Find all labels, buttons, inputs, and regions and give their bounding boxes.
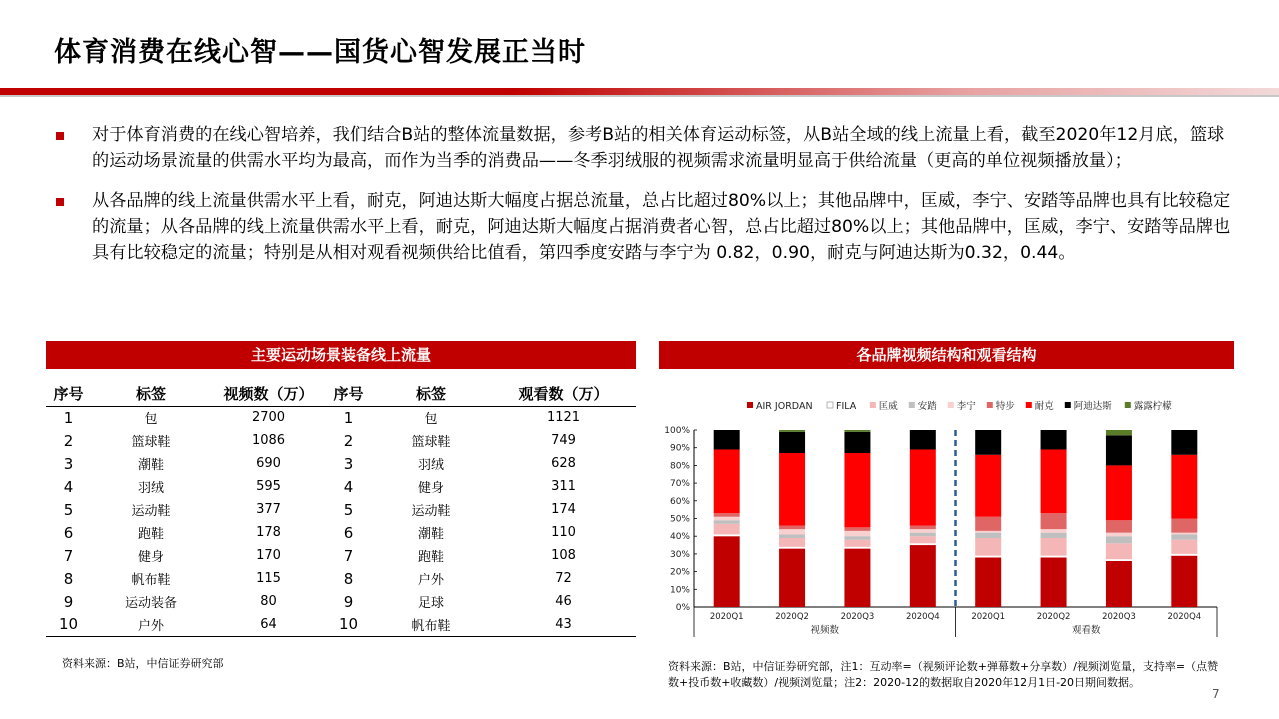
x-tick-label: 2020Q1: [971, 612, 1006, 622]
table-cell: 健身: [417, 481, 444, 496]
bar-segment-耐克: [1171, 455, 1197, 519]
bar-segment-特步: [1106, 520, 1132, 532]
bar-segment-安踏: [910, 533, 936, 537]
x-tick-label: 2020Q4: [1167, 612, 1202, 622]
column-header: 标签: [91, 382, 211, 406]
table-cell: 6: [343, 523, 354, 542]
table-cell: 174: [551, 502, 576, 517]
table-cell: 1086: [251, 433, 286, 448]
column-header: 标签: [371, 382, 491, 406]
table-title: 主要运动场景装备线上流量: [46, 341, 636, 369]
bar-segment-匡威: [1041, 538, 1067, 556]
x-tick-label: 2020Q3: [1102, 612, 1136, 622]
table-cell: 羽绒: [137, 481, 164, 496]
table-row: [46, 567, 636, 590]
table-row: [46, 406, 636, 429]
x-tick-label: 2020Q1: [709, 612, 744, 622]
bar-segment-匡威: [1106, 543, 1132, 559]
legend-label: 耐克: [1034, 401, 1054, 412]
table-source-note: 资料来源：B站，中信证券研究部: [62, 657, 224, 670]
table-cell: 跑鞋: [417, 550, 444, 565]
table-cell: 690: [256, 456, 281, 471]
table-cell: 749: [551, 433, 576, 448]
table-cell: 178: [256, 525, 281, 540]
bar-segment-阿迪达斯: [779, 432, 805, 453]
table-row: [46, 544, 636, 567]
bar-segment-air-jordan: [844, 549, 870, 607]
table-cell: 8: [63, 569, 74, 588]
bar-segment-露露柠檬: [844, 430, 870, 432]
legend-swatch: [870, 402, 876, 408]
table-cell: 10: [46, 613, 91, 636]
column-header: 观看数（万）: [491, 382, 636, 406]
page-title: 体育消费在线心智——国货心智发展正当时: [54, 37, 586, 68]
y-tick-label: 90%: [669, 443, 690, 454]
bar-segment-耐克: [779, 453, 805, 526]
bar-segment-耐克: [714, 449, 740, 513]
table-cell: 80: [260, 594, 277, 609]
bullet-text: 对于体育消费的在线心智培养，我们结合B站的整体流量数据，参考B站的相关体育运动标签，从B站全域的线上流量上看，截至2020年12月底，篮球的运动场景流量的供需水平均为最高，而作为当季的消费品——冬季羽绒服的视频需求流量明显高于供给流量（更高的单位视频播放量）；: [92, 125, 1225, 171]
bar-segment-特步: [844, 527, 870, 531]
bar-segment-安踏: [779, 534, 805, 538]
table-cell: 628: [551, 456, 576, 471]
table-cell: 帆布鞋: [371, 613, 491, 636]
table-row: [46, 452, 636, 475]
table-cell: 2700: [251, 410, 286, 426]
table-cell: 115: [256, 571, 281, 586]
legend-swatch: [1065, 402, 1071, 408]
table-cell: 7: [63, 546, 74, 565]
bar-segment-fila: [910, 543, 936, 545]
y-tick-label: 30%: [669, 549, 690, 560]
table-cell: 跑鞋: [137, 527, 164, 542]
y-tick-label: 100%: [664, 426, 690, 436]
legend-label: 露露柠檬: [1133, 401, 1172, 412]
table-cell: 4: [343, 477, 354, 496]
bar-segment-特步: [975, 517, 1001, 531]
table-cell: 64: [211, 613, 326, 636]
bar-segment-特步: [714, 513, 740, 517]
table-cell: 8: [343, 569, 354, 588]
bar-segment-特步: [779, 526, 805, 530]
legend-label: 李宁: [956, 401, 976, 412]
bar-segment-air-jordan: [910, 545, 936, 607]
bar-segment-阿迪达斯: [714, 430, 740, 449]
legend-swatch: [827, 402, 833, 408]
table-row: [46, 498, 636, 521]
bar-segment-匡威: [1171, 540, 1197, 554]
bullet-item: [54, 122, 1234, 174]
table-cell: 6: [63, 523, 74, 542]
table-cell: 户外: [417, 573, 444, 588]
x-tick-label: 2020Q4: [905, 612, 940, 622]
table-cell: 4: [63, 477, 74, 496]
table-row: [46, 613, 636, 636]
bullet-item: [54, 188, 1234, 266]
legend-label: 阿迪达斯: [1073, 401, 1112, 412]
legend-swatch: [1026, 402, 1032, 408]
y-tick-label: 10%: [669, 585, 690, 596]
bar-segment-air-jordan: [1106, 561, 1132, 607]
bar-segment-阿迪达斯: [975, 430, 1001, 455]
y-tick-label: 70%: [669, 479, 690, 490]
bar-segment-fila: [1041, 556, 1067, 558]
legend-swatch: [747, 402, 753, 408]
table-cell: 110: [551, 525, 576, 540]
bar-segment-阿迪达斯: [910, 430, 936, 449]
table-cell: 包: [144, 412, 158, 428]
bar-segment-李宁: [714, 517, 740, 521]
table-cell: 3: [63, 454, 74, 473]
bar-segment-耐克: [975, 455, 1001, 517]
y-tick-label: 0%: [675, 603, 690, 613]
bar-segment-李宁: [975, 531, 1001, 533]
bar-segment-air-jordan: [975, 557, 1001, 607]
bar-segment-安踏: [1171, 534, 1197, 539]
bullet-text: 从各品牌的线上流量供需水平上看，耐克，阿迪达斯大幅度占据总流量，总占比超过80%以上；其他品牌中，匡威，李宁、安踏等品牌也具有比较稳定的流量；从各品牌的线上流量供需水平上看，耐克，阿迪达斯大幅度占据消费者心智，总占比超过80%以上；其他品牌中，匡威，李宁、安踏等品牌也具有比较稳定的流量；特别是从相对观看视频供给比值看，第四季度安踏与李宁为 0.82，0.90，耐克与阿迪达斯为0.32，0.44。: [92, 191, 1231, 263]
table-row: [46, 475, 636, 498]
bar-segment-露露柠檬: [1106, 430, 1132, 435]
bar-segment-李宁: [779, 529, 805, 534]
bar-segment-特步: [910, 526, 936, 530]
legend-swatch: [948, 402, 954, 408]
legend-label: FILA: [836, 401, 857, 412]
bar-segment-阿迪达斯: [1041, 430, 1067, 449]
title-underline-shadow: [0, 95, 1279, 97]
sports-traffic-table: [46, 382, 636, 637]
bar-segment-匡威: [910, 536, 936, 543]
y-tick-label: 50%: [669, 514, 690, 525]
table-cell: 户外: [91, 613, 211, 636]
table-row: [46, 429, 636, 452]
bar-segment-air-jordan: [714, 536, 740, 607]
bar-segment-特步: [1171, 519, 1197, 533]
chart-source-note: 资料来源：B站，中信证券研究部，注1：互动率=（视频评论数+弹幕数+分享数）/视频浏览量，支持率=（点赞数+投币数+收藏数）/视频浏览量；注2：2020-12的数据取自2020年12月1日-20日期间数据。: [668, 660, 1219, 689]
table-cell: 10: [326, 613, 371, 636]
table-cell: 2: [343, 431, 354, 450]
legend-label: 匡威: [878, 401, 898, 412]
bar-segment-匡威: [714, 524, 740, 535]
table-cell: 46: [555, 594, 572, 609]
brand-structure-chart: [659, 388, 1234, 638]
y-tick-label: 80%: [669, 461, 690, 472]
square-bullet-icon: [56, 198, 64, 206]
table-cell: 2: [63, 431, 74, 450]
table-cell: 帆布鞋: [131, 573, 171, 588]
bar-segment-安踏: [1106, 536, 1132, 543]
bar-segment-安踏: [1041, 533, 1067, 538]
bar-segment-李宁: [910, 529, 936, 533]
table-cell: 7: [343, 546, 354, 565]
bar-segment-阿迪达斯: [1171, 430, 1197, 455]
x-tick-label: 2020Q2: [1036, 612, 1071, 622]
table-cell: 健身: [137, 550, 164, 565]
bar-segment-air-jordan: [779, 549, 805, 607]
bar-segment-李宁: [1041, 529, 1067, 533]
table-cell: 43: [491, 613, 636, 636]
bar-segment-露露柠檬: [779, 430, 805, 432]
bar-segment-阿迪达斯: [1106, 435, 1132, 465]
bar-segment-fila: [714, 534, 740, 536]
x-tick-label: 2020Q3: [840, 612, 875, 622]
bar-segment-fila: [975, 556, 1001, 558]
group-label: 视频数: [810, 625, 840, 636]
bar-segment-耐克: [1041, 449, 1067, 513]
legend-label: AIR JORDAN: [756, 401, 813, 412]
bar-segment-fila: [779, 547, 805, 549]
bar-segment-安踏: [714, 520, 740, 524]
table-row: [46, 521, 636, 544]
x-tick-label: 2020Q2: [775, 612, 809, 622]
bar-segment-匡威: [844, 540, 870, 547]
bar-segment-fila: [1106, 559, 1132, 561]
table-cell: 运动鞋: [131, 504, 171, 519]
column-header: 序号: [326, 382, 371, 406]
table-cell: 5: [63, 500, 74, 519]
group-label: 观看数: [1071, 625, 1101, 636]
table-cell: 3: [343, 454, 354, 473]
bar-segment-fila: [844, 547, 870, 549]
legend-label: 安踏: [917, 401, 937, 412]
bar-segment-李宁: [1171, 533, 1197, 535]
y-tick-label: 40%: [669, 532, 690, 543]
table-cell: 311: [551, 479, 576, 494]
bar-segment-air-jordan: [1171, 556, 1197, 607]
table-header-row: [46, 382, 636, 406]
table-cell: 潮鞋: [137, 458, 164, 473]
bar-segment-安踏: [844, 536, 870, 540]
bar-segment-耐克: [910, 449, 936, 525]
table-cell: 1121: [546, 410, 581, 426]
square-bullet-icon: [56, 132, 64, 140]
table-cell: 595: [256, 479, 281, 494]
bar-segment-特步: [1041, 513, 1067, 529]
column-header: 视频数（万）: [211, 382, 326, 406]
bar-segment-匡威: [975, 538, 1001, 556]
table-cell: 1: [343, 408, 354, 427]
table-cell: 篮球鞋: [131, 435, 171, 450]
table-row: [46, 590, 636, 613]
bar-segment-耐克: [844, 453, 870, 527]
table-cell: 170: [256, 548, 281, 563]
table-cell: 运动装备: [124, 596, 177, 611]
table-cell: 72: [555, 571, 572, 586]
bar-segment-fila: [1171, 554, 1197, 556]
bar-segment-匡威: [779, 538, 805, 547]
page-number: 7: [1212, 687, 1220, 701]
chart-title: 各品牌视频结构和观看结构: [659, 341, 1234, 369]
legend-label: 特步: [995, 401, 1015, 412]
bar-segment-阿迪达斯: [844, 432, 870, 453]
table-cell: 377: [256, 502, 281, 517]
table-body: [46, 406, 636, 636]
table-cell: 足球: [417, 596, 444, 611]
legend-swatch: [1125, 402, 1131, 408]
table-cell: 羽绒: [417, 458, 444, 473]
bar-segment-安踏: [975, 533, 1001, 538]
table-cell: 篮球鞋: [411, 435, 451, 450]
table-cell: 1: [63, 408, 74, 427]
legend-swatch: [909, 402, 915, 408]
bar-segment-李宁: [844, 531, 870, 536]
bar-segment-耐克: [1106, 465, 1132, 520]
y-tick-label: 20%: [669, 567, 690, 578]
bar-segment-air-jordan: [1041, 557, 1067, 607]
table-cell: 108: [551, 548, 576, 563]
bullet-list: [54, 122, 1234, 280]
bar-segment-李宁: [1106, 533, 1132, 537]
table-cell: 9: [63, 592, 74, 611]
table-cell: 包: [424, 412, 438, 428]
column-header: 序号: [46, 382, 91, 406]
table-cell: 运动鞋: [411, 504, 451, 519]
table-cell: 潮鞋: [417, 527, 444, 542]
y-tick-label: 60%: [669, 496, 690, 507]
table-cell: 9: [343, 592, 354, 611]
legend-swatch: [987, 402, 993, 408]
table-cell: 5: [343, 500, 354, 519]
title-underline: [0, 88, 1279, 95]
